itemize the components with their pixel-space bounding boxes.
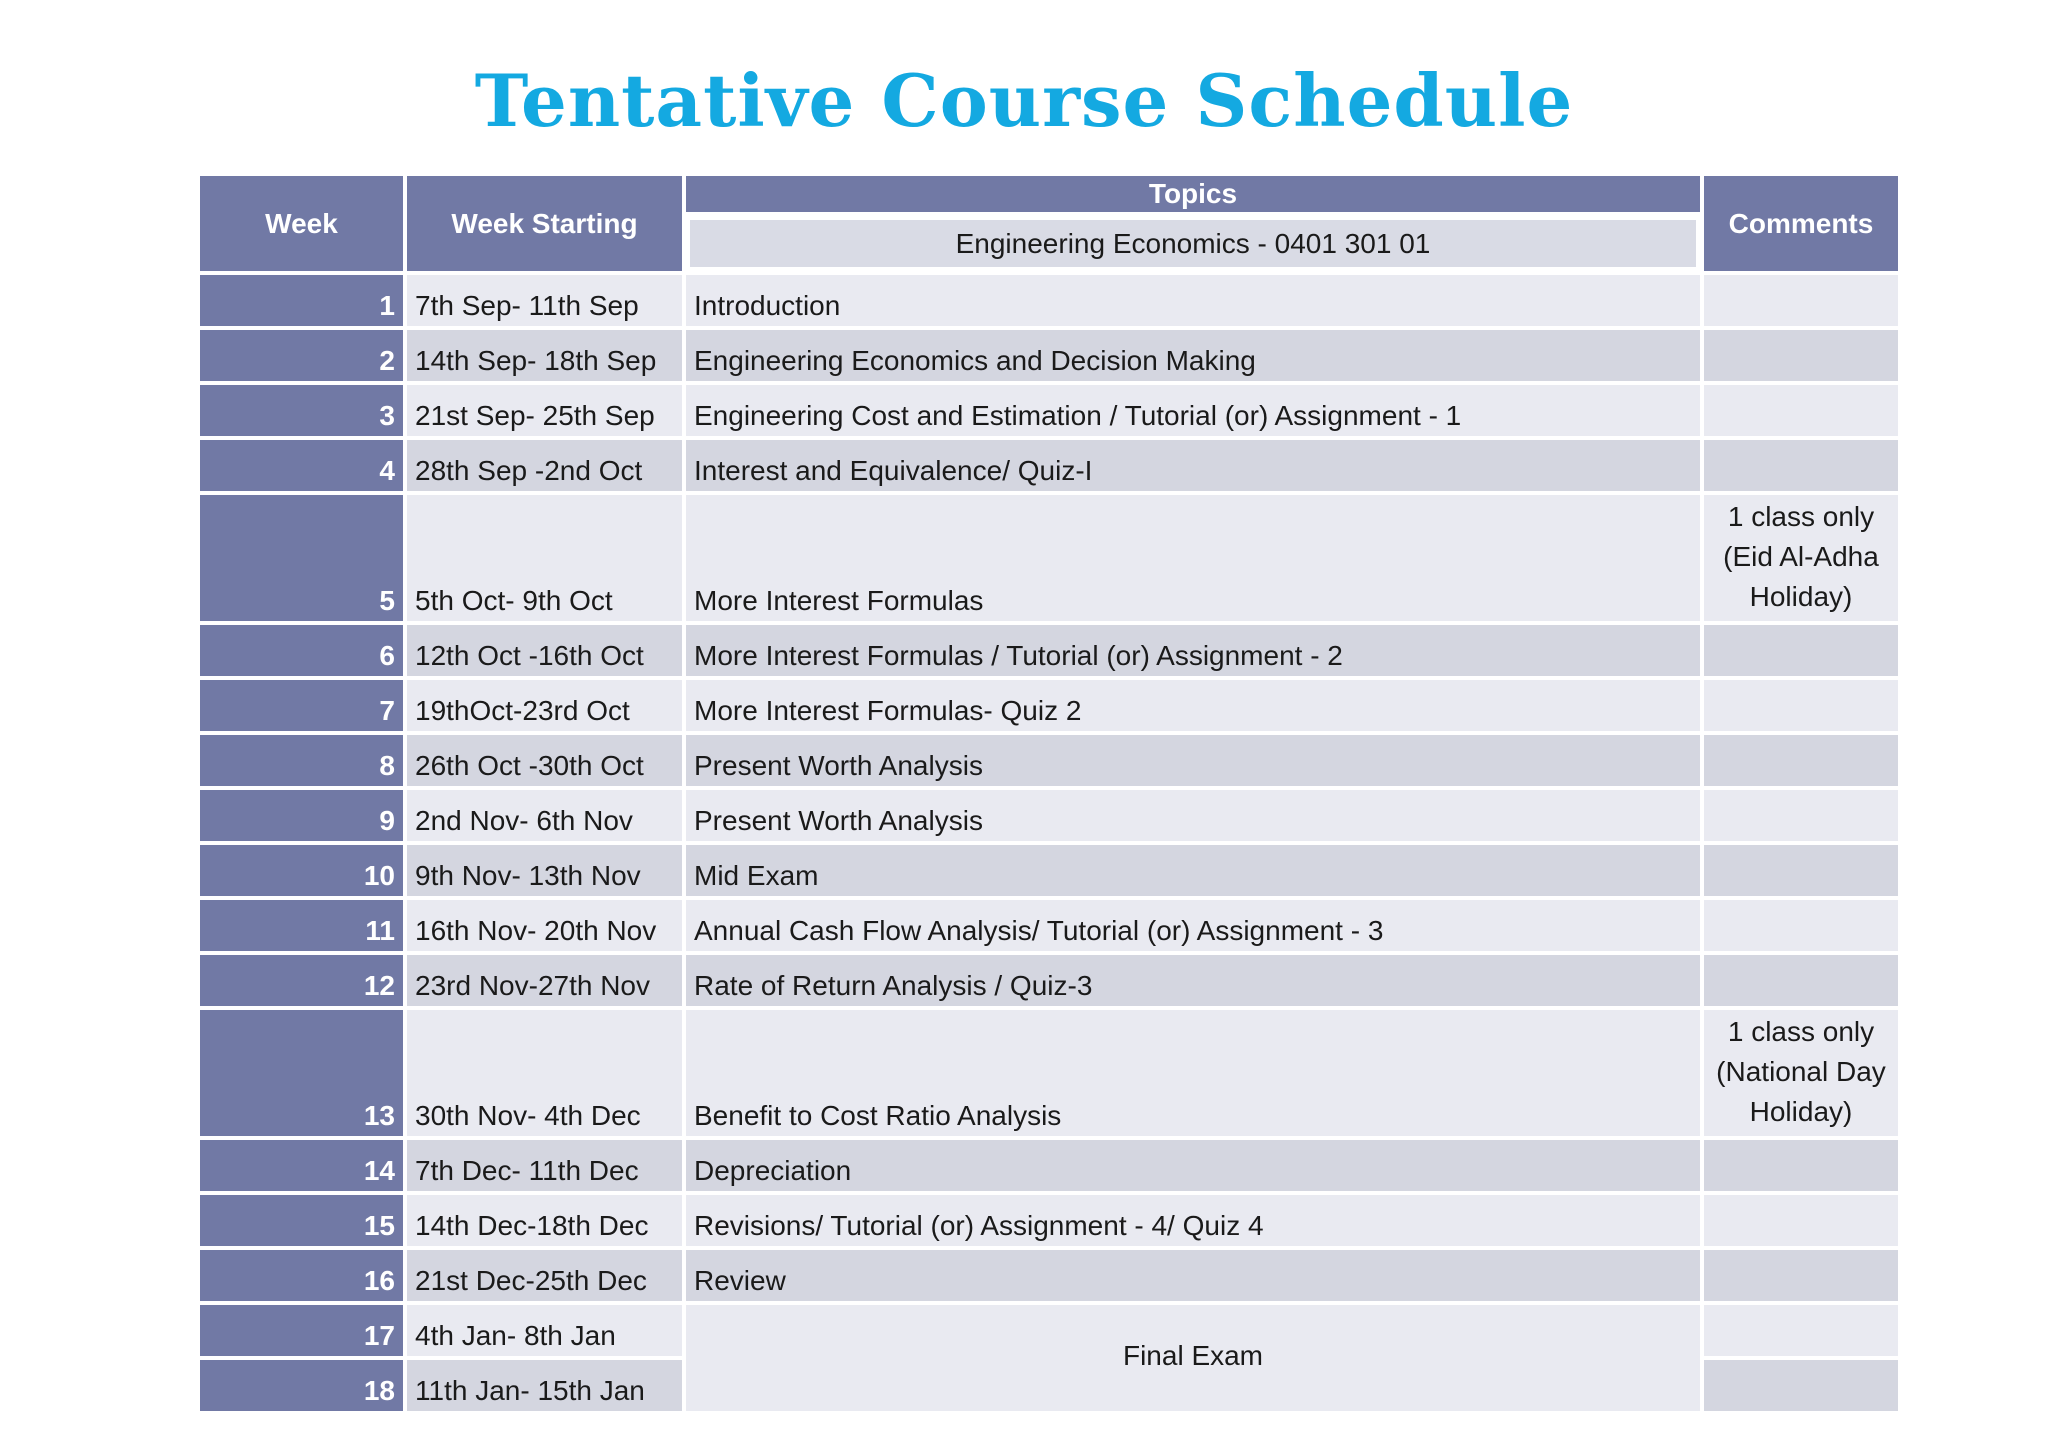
topic-cell: Revisions/ Tutorial (or) Assignment - 4/ Quiz 4 (686, 1195, 1700, 1246)
week-number: 6 (200, 625, 403, 676)
table-row (200, 385, 1898, 436)
comment-cell (1704, 735, 1898, 786)
header-comments: Comments (1704, 176, 1898, 271)
comment-cell (1704, 1250, 1898, 1301)
week-starting-cell: 11th Jan- 15th Jan (407, 1360, 682, 1411)
comment-cell (1704, 1305, 1898, 1356)
week-number: 12 (200, 955, 403, 1006)
week-starting-cell: 30th Nov- 4th Dec (407, 1010, 682, 1136)
week-starting-cell: 28th Sep -2nd Oct (407, 440, 682, 491)
week-starting-cell: 7th Sep- 11th Sep (407, 275, 682, 326)
topic-cell: Rate of Return Analysis / Quiz-3 (686, 955, 1700, 1006)
comment-cell (1704, 680, 1898, 731)
comment-cell (1704, 1360, 1898, 1411)
week-starting-cell: 16th Nov- 20th Nov (407, 900, 682, 951)
table-row (200, 735, 1898, 786)
header-week: Week (200, 176, 403, 271)
topic-cell: Present Worth Analysis (686, 735, 1700, 786)
table-row (200, 495, 1898, 621)
table-row (200, 1250, 1898, 1301)
table-row (200, 1305, 1898, 1356)
topic-cell: Interest and Equivalence/ Quiz-I (686, 440, 1700, 491)
table-row (200, 1010, 1898, 1136)
topic-cell: Annual Cash Flow Analysis/ Tutorial (or) Assignment - 3 (686, 900, 1700, 951)
topic-cell: Present Worth Analysis (686, 790, 1700, 841)
week-starting-cell: 19thOct-23rd Oct (407, 680, 682, 731)
table-row (200, 955, 1898, 1006)
comment-cell (1704, 955, 1898, 1006)
week-number: 2 (200, 330, 403, 381)
week-starting-cell: 4th Jan- 8th Jan (407, 1305, 682, 1356)
topic-cell: More Interest Formulas / Tutorial (or) Assignment - 2 (686, 625, 1700, 676)
topic-cell: Review (686, 1250, 1700, 1301)
week-number: 16 (200, 1250, 403, 1301)
table-row (200, 900, 1898, 951)
week-number: 10 (200, 845, 403, 896)
comment-cell: 1 class only (Eid Al-Adha Holiday) (1704, 495, 1898, 621)
comment-cell: 1 class only (National Day Holiday) (1704, 1010, 1898, 1136)
week-number: 18 (200, 1360, 403, 1411)
page-title: Tentative Course Schedule (474, 58, 1574, 143)
week-starting-cell: 12th Oct -16th Oct (407, 625, 682, 676)
topic-cell: Benefit to Cost Ratio Analysis (686, 1010, 1700, 1136)
week-number: 1 (200, 275, 403, 326)
week-starting-cell: 14th Dec-18th Dec (407, 1195, 682, 1246)
week-starting-cell: 23rd Nov-27th Nov (407, 955, 682, 1006)
week-number: 7 (200, 680, 403, 731)
header-topics: Topics (686, 176, 1700, 212)
week-starting-cell: 7th Dec- 11th Dec (407, 1140, 682, 1191)
comment-cell (1704, 625, 1898, 676)
week-number: 11 (200, 900, 403, 951)
week-starting-cell: 26th Oct -30th Oct (407, 735, 682, 786)
week-number: 9 (200, 790, 403, 841)
comment-cell (1704, 385, 1898, 436)
comment-cell (1704, 790, 1898, 841)
topic-cell: More Interest Formulas- Quiz 2 (686, 680, 1700, 731)
week-number: 5 (200, 495, 403, 621)
schedule-table (196, 172, 1902, 1415)
comment-cell (1704, 440, 1898, 491)
table-row (200, 625, 1898, 676)
topic-cell: Engineering Economics and Decision Making (686, 330, 1700, 381)
table-row (200, 1195, 1898, 1246)
comment-cell (1704, 1195, 1898, 1246)
table-row (200, 845, 1898, 896)
week-starting-cell: 2nd Nov- 6th Nov (407, 790, 682, 841)
comment-cell (1704, 1140, 1898, 1191)
topic-cell: Introduction (686, 275, 1700, 326)
topic-cell: More Interest Formulas (686, 495, 1700, 621)
topic-cell: Depreciation (686, 1140, 1700, 1191)
table-row (200, 330, 1898, 381)
week-starting-cell: 21st Dec-25th Dec (407, 1250, 682, 1301)
week-number: 15 (200, 1195, 403, 1246)
topic-cell: Mid Exam (686, 845, 1700, 896)
final-exam-cell: Final Exam (686, 1305, 1700, 1411)
table-row (200, 680, 1898, 731)
week-starting-cell: 9th Nov- 13th Nov (407, 845, 682, 896)
schedule-body (200, 275, 1898, 1411)
week-number: 17 (200, 1305, 403, 1356)
header-course-name: Engineering Economics - 0401 301 01 (686, 216, 1700, 271)
comment-cell (1704, 330, 1898, 381)
week-starting-cell: 14th Sep- 18th Sep (407, 330, 682, 381)
table-row (200, 275, 1898, 326)
week-starting-cell: 21st Sep- 25th Sep (407, 385, 682, 436)
comment-cell (1704, 900, 1898, 951)
comment-cell (1704, 845, 1898, 896)
week-number: 14 (200, 1140, 403, 1191)
comment-cell (1704, 275, 1898, 326)
week-number: 13 (200, 1010, 403, 1136)
table-row (200, 790, 1898, 841)
week-number: 8 (200, 735, 403, 786)
week-number: 3 (200, 385, 403, 436)
week-starting-cell: 5th Oct- 9th Oct (407, 495, 682, 621)
week-number: 4 (200, 440, 403, 491)
header-week-starting: Week Starting (407, 176, 682, 271)
table-row (200, 440, 1898, 491)
table-row (200, 1140, 1898, 1191)
topic-cell: Engineering Cost and Estimation / Tutorial (or) Assignment - 1 (686, 385, 1700, 436)
